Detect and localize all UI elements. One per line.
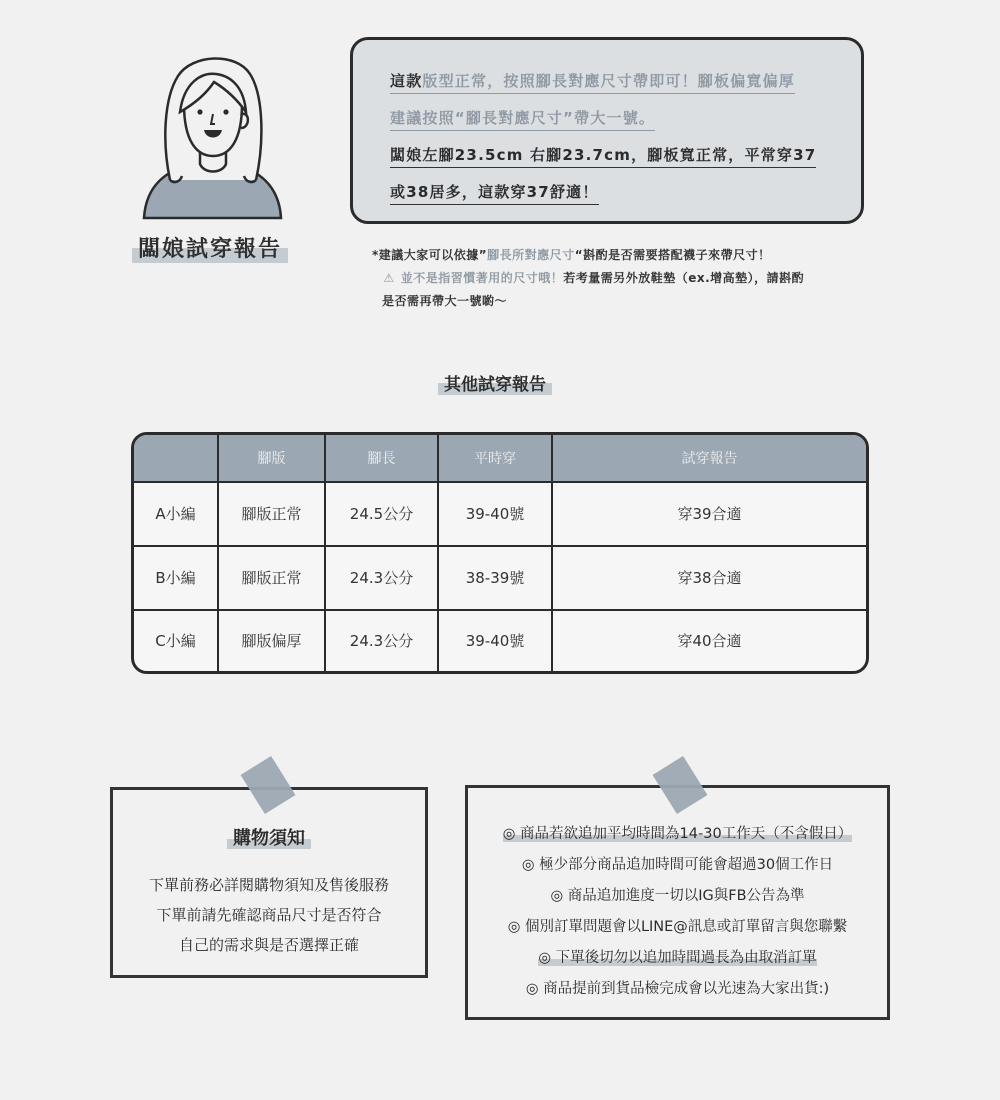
info-line [468, 819, 887, 850]
review-line-1-rest: 版型正常，按照腳長對應尺寸帶即可！腳板偏寬偏厚 [422, 72, 796, 90]
table-cell: 24.3公分 [325, 546, 438, 610]
table-cell: C小編 [134, 610, 218, 671]
note-line-1-a: *建議大家可以依據” [372, 248, 488, 262]
review-bubble [350, 37, 864, 224]
notice-title [113, 824, 425, 850]
table-header: 平時穿 [438, 435, 552, 482]
restock-info-card [465, 785, 890, 1020]
info-line [468, 943, 887, 974]
note-line-2 [372, 267, 852, 290]
info-line: ◎ 極少部分商品追加時間可能會超過30個工作日 [521, 857, 834, 873]
table-cell: 穿40合適 [552, 610, 866, 671]
table-row [134, 610, 866, 671]
notice-line: 自己的需求與是否選擇正確 [178, 936, 359, 954]
review-line-1-lead: 這款 [390, 72, 423, 90]
table-cell: 腳版正常 [218, 546, 325, 610]
warning-triangle-icon: ⚠ [383, 271, 395, 285]
table-cell: B小編 [134, 546, 218, 610]
note-line-2-b: 若考量需另外放鞋墊（ex.增高墊），請斟酌 [563, 271, 805, 285]
note-line-2-a: 並不是指習慣著用的尺寸哦！ [400, 271, 564, 285]
table-cell: 穿39合適 [552, 482, 866, 546]
info-line-text: ◎ 商品若欲追加平均時間為14-30工作天（不含假日） [502, 826, 853, 842]
section-title: 其他試穿報告 [438, 370, 552, 395]
table-header [134, 435, 218, 482]
table-cell: 38-39號 [438, 546, 552, 610]
table-row [134, 546, 866, 610]
page-title: 闆娘試穿報告 [132, 232, 288, 263]
notice-line: 下單前務必詳閱購物須知及售後服務 [148, 876, 389, 894]
info-line: ◎ 商品追加進度一切以IG與FB公告為準 [550, 888, 805, 904]
info-line: ◎ 商品提前到貨品檢完成會以光速為大家出貨:) [525, 981, 830, 997]
note-line-1-c: “斟酌是否需要搭配襪子來帶尺寸！ [574, 248, 771, 262]
info-lines [468, 819, 887, 1005]
table-header: 腳長 [325, 435, 438, 482]
shopping-notice-card [110, 787, 428, 978]
table-header: 試穿報告 [552, 435, 866, 482]
table-cell: 腳版偏厚 [218, 610, 325, 671]
table-cell: 24.5公分 [325, 482, 438, 546]
table-row [134, 482, 866, 546]
size-note [372, 244, 852, 313]
table-header: 腳版 [218, 435, 325, 482]
review-line-1 [390, 70, 795, 94]
notice-title-text: 購物須知 [227, 828, 311, 849]
table-header-row [134, 435, 866, 482]
table-cell: 24.3公分 [325, 610, 438, 671]
review-line-2: 建議按照“腳長對應尺寸”帶大一號。 [390, 107, 655, 131]
note-line-3: 是否需再帶大一號喲～ [382, 294, 508, 308]
notice-lines [113, 870, 425, 960]
table-cell: 39-40號 [438, 610, 552, 671]
report-table [131, 432, 869, 674]
note-line-1-b: 腳長所對應尺寸 [487, 248, 575, 262]
review-line-3: 闆娘左腳23.5cm 右腳23.7cm，腳板寬正常，平常穿37 [390, 144, 816, 168]
note-line-1 [372, 244, 852, 267]
review-line-4: 或38居多，這款穿37舒適！ [390, 181, 599, 205]
info-line: ◎ 個別訂單問題會以LINE@訊息或訂單留言與您聯繫 [507, 919, 848, 935]
info-line-text: ◎ 下單後切勿以追加時間過長為由取消訂單 [538, 950, 817, 966]
table-cell: 穿38合適 [552, 546, 866, 610]
table-cell: 腳版正常 [218, 482, 325, 546]
table-cell: 39-40號 [438, 482, 552, 546]
table-cell: A小編 [134, 482, 218, 546]
notice-line: 下單前請先確認商品尺寸是否符合 [156, 906, 382, 924]
woman-avatar-icon [140, 52, 285, 220]
